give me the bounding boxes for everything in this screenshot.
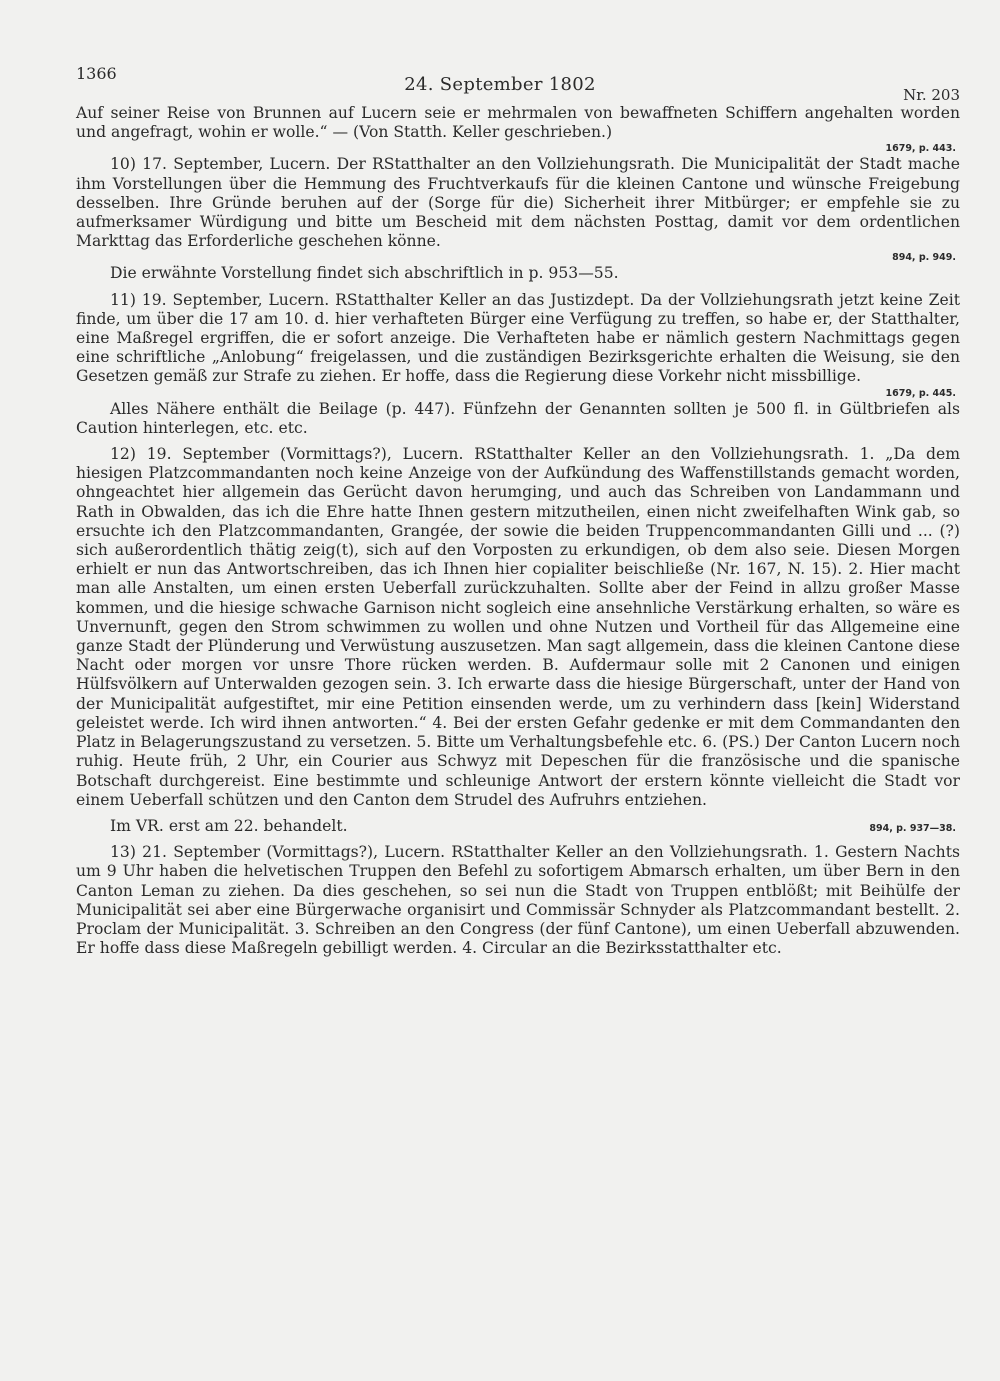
- note-paragraph: Alles Nähere enthält die Beilage (p. 447). Fünfzehn der Genannten sollten je 500 fl. in Gültbriefen als Caution hinterlegen, etc. etc.: [76, 399, 960, 437]
- paragraph: Auf seiner Reise von Brunnen auf Lucern seie er mehrmalen von bewaffneten Schiffern angehalten worden und angefragt, wohin er wolle.“ — (Von Statth. Keller geschrieben.): [76, 104, 960, 142]
- source-reference: 894, p. 937—38.: [869, 822, 956, 834]
- source-reference: 1679, p. 445.: [885, 387, 956, 399]
- page-number: 1366: [76, 64, 117, 83]
- document-body: [76, 104, 960, 958]
- document-number: Nr. 203: [903, 86, 960, 104]
- note-row: [76, 817, 960, 836]
- page-header: [0, 62, 1000, 102]
- entry-paragraph: 11) 19. September, Lucern. RStatthalter Keller an das Justizdept. Da der Vollziehungsrath jetzt keine Zeit finde, um über die 17 am 10. d. hier verhafteten Bürger eine Verfügung zu treffen, so habe er, der Statthalter, eine Maßregel ergriffen, die er sofort anzeige. Die Verhafteten habe er nämlich gestern Nachmittags gegen eine schriftliche „Anlobung“ freigelassen, und die zuständigen Bezirksgerichte erhalten die Weisung, sie den Gesetzen gemäß zur Strafe zu ziehen. Er hoffe, dass die Regierung diese Vorkehr nicht missbillige.: [76, 290, 960, 386]
- source-reference: 1679, p. 443.: [885, 143, 956, 155]
- entry-paragraph: 10) 17. September, Lucern. Der RStatthalter an den Vollziehungsrath. Die Municipalität der Stadt mache ihm Vorstellungen über die Hemmung des Fruchtverkaufs für die kleinen Cantone und wünsche Freigebung desselben. Ihre Gründe beruhen auf der (Sorge für die) Sicherheit ihrer Mitbürger; er empfehle sie zu aufmerksamer Würdigung und bitte um Bescheid mit dem nächsten Posttag, damit vor dem ordentlichen Markttag das Erforderliche geschehen könne.: [76, 155, 960, 251]
- note-paragraph: Die erwähnte Vorstellung findet sich abschriftlich in p. 953—55.: [110, 264, 619, 283]
- source-reference: 894, p. 949.: [892, 252, 956, 264]
- note-paragraph: Im VR. erst am 22. behandelt.: [110, 816, 348, 835]
- entry-paragraph: 13) 21. September (Vormittags?), Lucern. RStatthalter Keller an den Vollziehungsrath. 1. Gestern Nachts um 9 Uhr haben die helvetischen Truppen den Befehl zu sofortigem Abmarsch erhalten, um über Bern in den Canton Leman zu ziehen. Da dies geschehen, so sei nun die Stadt von Truppen entblößt; mit Beihülfe der Municipalität sei aber eine Bürgerwache organisirt und Commissär Schnyder als Platzcommandant bestellt. 2. Proclam der Municipalität. 3. Schreiben an den Congress (der fünf Cantone), um einen Ueberfall abzuwenden. Er hoffe dass diese Maßregeln gebilligt werden. 4. Circular an die Bezirksstatthalter etc.: [76, 843, 960, 958]
- running-head-date: 24. September 1802: [404, 74, 596, 95]
- entry-paragraph: 12) 19. September (Vormittags?), Lucern. RStatthalter Keller an den Vollziehungsrath. 1. „Da dem hiesigen Platzcommandanten noch keine Anzeige von der Aufkündung des Waffenstillstands gemacht worden, ohngeachtet hier allgemein das Gerücht davon herumging, und auch das Schreiben von Landammann und Rath in Obwalden, das ich die Ehre hatte Ihnen gestern mitzutheilen, einen nicht zweifelhaften Wink gab, so ersuchte ich den Platzcommandanten, Grangée, der sowie die beiden Truppencommandanten Gilli und ... (?) sich außerordentlich thätig zeig(t), sich auf den Vorposten zu erkundigen, ob dem also seie. Diesen Morgen erhielt er nun das Antwortschreiben, das ich Ihnen hier copialiter beischließe (Nr. 167, N. 15). 2. Hier macht man alle Anstalten, um einen ersten Ueberfall zurückzuhalten. Sollte aber der Feind in allzu großer Masse kommen, und die hiesige schwache Garnison nicht sogleich eine ansehnliche Verstärkung erhalten, so wäre es Unvernunft, gegen den Strom schwimmen zu wollen und ohne Nutzen und Vortheil für das Allgemeine eine ganze Stadt der Plünderung und Verwüstung auszusetzen. Man sagt allgemein, dass die kleinen Cantone diese Nacht oder morgen vor unsre Thore rücken werden. B. Aufdermaur solle mit 2 Canonen und einigen Hülfsvölkern auf Unterwalden gezogen sein. 3. Ich erwarte dass die hiesige Bürgerschaft, unter der Hand von der Municipalität aufgestiftet, mir eine Petition einsenden werde, um zu verhindern dass [kein] Widerstand geleistet werde. Ich wird ihnen antworten.“ 4. Bei der ersten Gefahr gedenke er mit dem Commandanten den Platz in Belagerungszustand zu versetzen. 5. Bitte um Verhaltungsbefehle etc. 6. (PS.) Der Canton Lucern noch ruhig. Heute früh, 2 Uhr, ein Courier aus Schwyz mit Depeschen für die französische und die spanische Botschaft durchgereist. Eine bestimmte und schleunige Antwort der erstern könnte vielleicht die Stadt vor einem Ueberfall schützen und den Canton dem Strudel des Aufruhrs entziehen.: [76, 445, 960, 809]
